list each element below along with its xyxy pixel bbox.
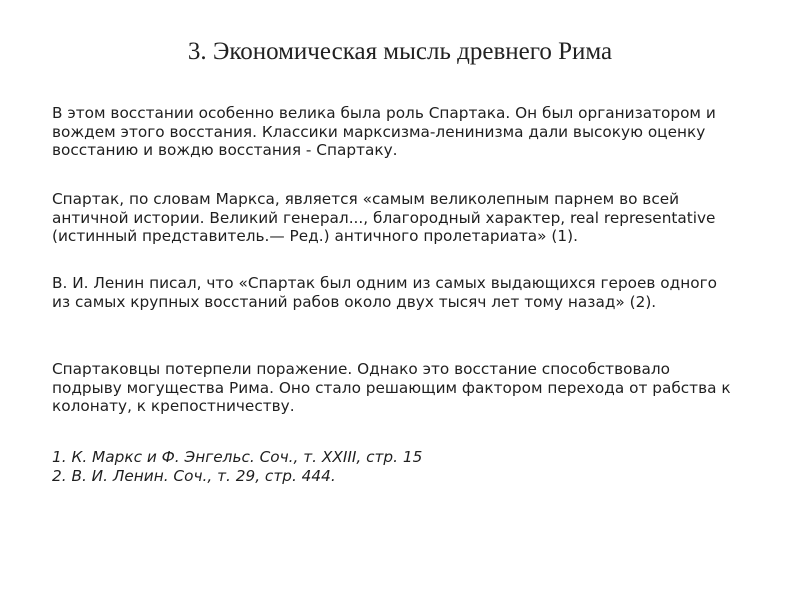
text-line: В этом восстании особенно велика была роль Спартака. Он был организатором и [52, 104, 716, 122]
text-line: колонату, к крепостничеству. [52, 397, 295, 415]
slide-title: 3. Экономическая мысль древнего Рима [187, 38, 613, 65]
paragraph-marx-quote [52, 190, 772, 246]
references [52, 448, 772, 485]
reference-item: 2. В. И. Ленин. Соч., т. 29, стр. 444. [52, 466, 336, 485]
text-line: из самых крупных восстаний рабов около двух тысяч лет тому назад» (2). [52, 292, 657, 311]
text-line: восстанию и вождю восстания - Спартаку. [52, 141, 398, 159]
reference-item: 1. К. Маркс и Ф. Энгельс. Соч., т. XXIII, стр. 15 [52, 448, 423, 466]
text-line: подрыву могущества Рима. Оно стало решающим фактором перехода от рабства к [52, 378, 731, 397]
paragraph-lenin-quote [52, 274, 772, 311]
text-line: Спартаковцы потерпели поражение. Однако это восстание способствовало [52, 360, 670, 378]
text-line: Спартак, по словам Маркса, является «самым великолепным парнем во всей [52, 190, 680, 208]
text-line: В. И. Ленин писал, что «Спартак был одним из самых выдающихся героев одного [52, 274, 717, 292]
paragraph-defeat [52, 360, 772, 416]
text-line: античной истории. Великий генерал..., благородный характер, real representative [52, 208, 716, 227]
text-line: вождем этого восстания. Классики марксизма-ленинизма дали высокую оценку [52, 122, 706, 141]
paragraph-spartacus-role [52, 104, 772, 160]
text-line: (истинный представитель.— Ред.) античного пролетариата» (1). [52, 227, 578, 245]
